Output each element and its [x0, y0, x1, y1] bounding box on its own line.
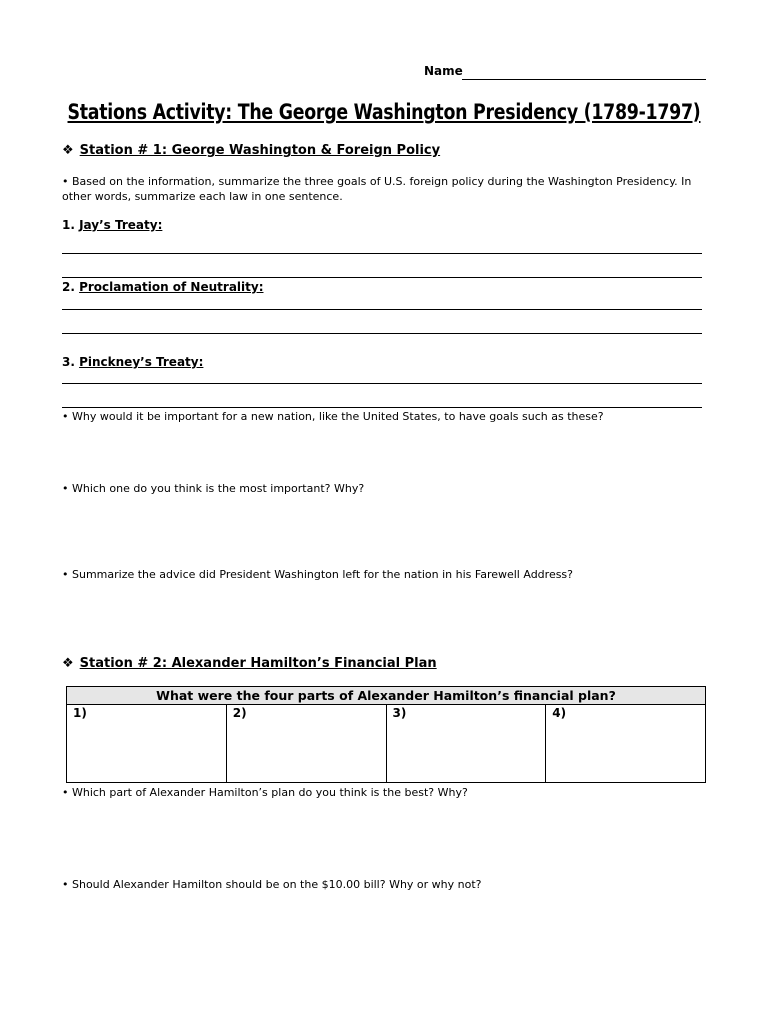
answer-line[interactable] [62, 277, 702, 278]
table-header: What were the four parts of Alexander Hamilton’s financial plan? [67, 687, 706, 705]
plan-part-2-cell[interactable]: 2) [226, 705, 386, 783]
answer-line[interactable] [62, 253, 702, 254]
plan-part-3-cell[interactable]: 3) [386, 705, 546, 783]
item-pinckneys-treaty [62, 355, 203, 369]
question-most-important: • Which one do you think is the most important? Why? [62, 482, 365, 495]
station-2-heading [62, 656, 437, 671]
plan-part-1-cell[interactable]: 1) [67, 705, 227, 783]
question-farewell-address: • Summarize the advice did President Washington left for the nation in his Farewell Address? [62, 568, 574, 581]
question-ten-dollar-bill: • Should Alexander Hamilton should be on the $10.00 bill? Why or why not? [62, 878, 482, 891]
station-1-heading-text: Station # 1: George Washington & Foreign Policy [79, 143, 441, 158]
station-1-instructions: • Based on the information, summarize the three goals of U.S. foreign policy during the Washington Presidency. In other words, summarize each law in one sentence. [62, 175, 692, 203]
item-label-text: Proclamation of Neutrality: [79, 280, 264, 294]
answer-line[interactable] [62, 333, 702, 334]
financial-plan-table [66, 686, 706, 783]
name-label: Name [424, 64, 463, 78]
answer-line[interactable] [62, 309, 702, 310]
question-best-part: • Which part of Alexander Hamilton’s plan do you think is the best? Why? [62, 786, 468, 799]
item-jays-treaty [62, 218, 162, 232]
station-1-heading [62, 143, 440, 158]
item-label-text: Pinckney’s Treaty: [79, 355, 204, 369]
item-number: 2. [62, 280, 80, 294]
station-2-heading-text: Station # 2: Alexander Hamilton’s Financial Plan [79, 656, 437, 671]
item-proclamation-of-neutrality [62, 280, 264, 294]
question-importance-of-goals: • Why would it be important for a new nation, like the United States, to have goals such as these? [62, 410, 604, 423]
answer-line[interactable] [62, 407, 702, 408]
diamond-bullet-icon: ❖ [62, 656, 74, 671]
name-input-line[interactable] [462, 79, 706, 80]
plan-part-4-cell[interactable]: 4) [546, 705, 706, 783]
page-title: Stations Activity: The George Washington Presidency (1789-1797) [67, 100, 701, 124]
item-number: 1. [62, 218, 80, 232]
answer-line[interactable] [62, 383, 702, 384]
item-number: 3. [62, 355, 80, 369]
diamond-bullet-icon: ❖ [62, 143, 74, 158]
item-label-text: Jay’s Treaty: [79, 218, 163, 232]
